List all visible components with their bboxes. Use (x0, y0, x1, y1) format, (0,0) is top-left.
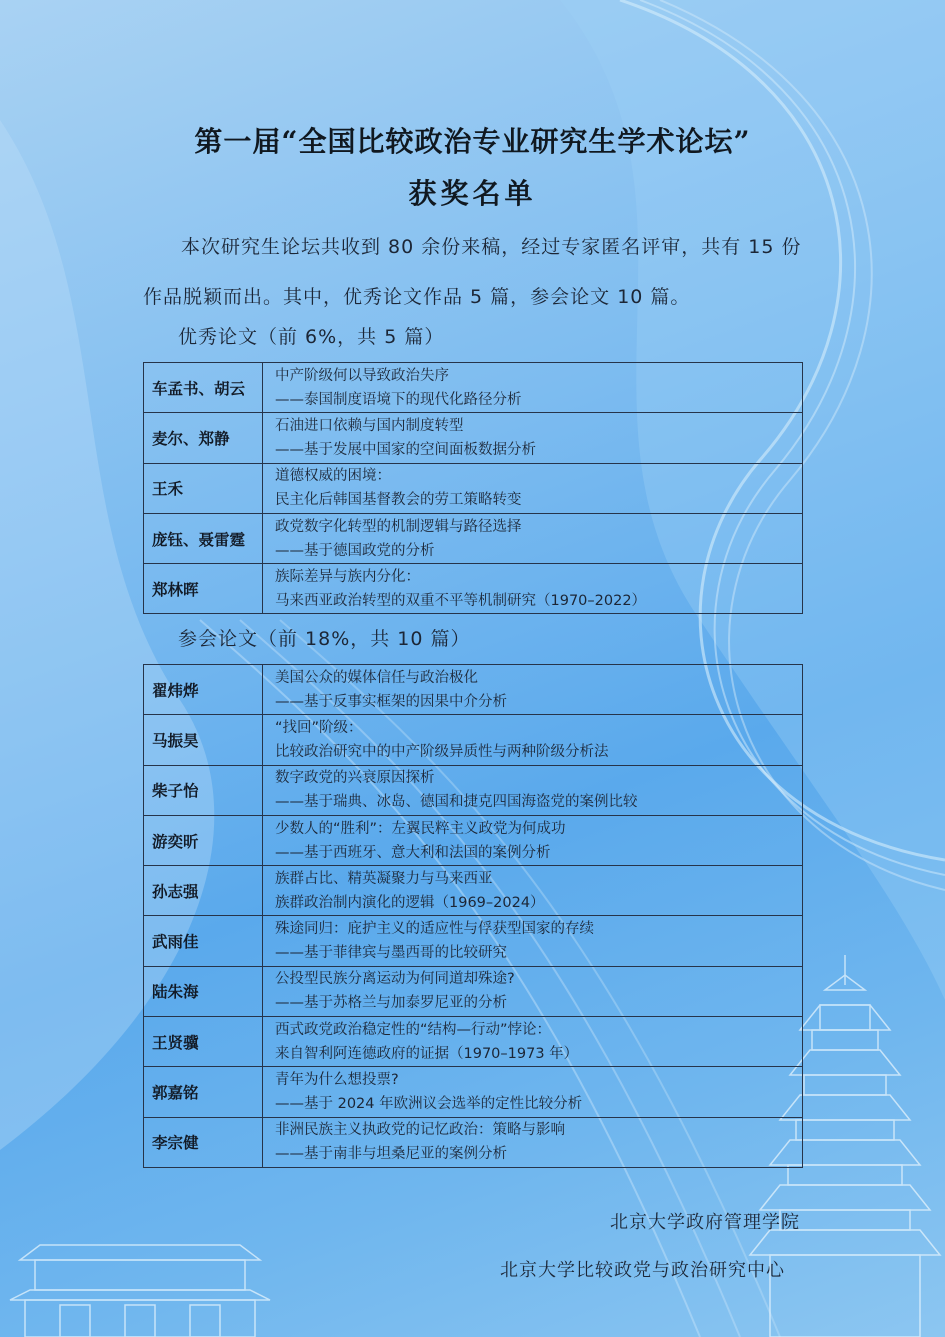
paper-title-line: 族群占比、精英凝聚力与马来西亚 (275, 870, 493, 887)
author-cell: 车孟书、胡云 (144, 363, 263, 413)
paper-title-cell (263, 866, 803, 916)
table-row (144, 916, 803, 966)
paper-subtitle-line: ——基于南非与坦桑尼亚的案例分析 (275, 1146, 507, 1163)
table-row (144, 1017, 803, 1067)
paper-subtitle-line: 马来西亚政治转型的双重不平等机制研究（1970–2022） (275, 592, 647, 609)
paper-title-cell (263, 916, 803, 966)
paper-subtitle-line: ——基于德国政党的分析 (275, 542, 435, 559)
paper-subtitle-line: ——基于西班牙、意大利和法国的案例分析 (275, 844, 551, 861)
paper-subtitle-line: ——基于菲律宾与墨西哥的比较研究 (275, 945, 507, 962)
table-row (144, 665, 803, 715)
page-title: 第一届“全国比较政治专业研究生学术论坛” (194, 125, 751, 158)
paper-title-cell (263, 966, 803, 1016)
paper-title-cell (263, 1117, 803, 1167)
paper-title-cell (263, 463, 803, 513)
intro-paragraph: 本次研究生论坛共收到 80 余份来稿，经过专家匿名评审，共有 15 份作品脱颖而出。其中，优秀论文作品 5 篇，参会论文 10 篇。 (143, 236, 802, 308)
paper-title-cell (263, 564, 803, 614)
paper-title-line: 非洲民族主义执政党的记忆政治：策略与影响 (275, 1122, 565, 1139)
paper-title-cell (263, 363, 803, 413)
paper-title-line: 少数人的“胜利”：左翼民粹主义政党为何成功 (275, 820, 566, 837)
paper-title-line: “找回”阶级： (275, 719, 363, 736)
paper-subtitle-line: ——基于 2024 年欧洲议会选举的定性比较分析 (275, 1096, 583, 1113)
author-cell: 王禾 (144, 463, 263, 513)
table-row (144, 715, 803, 765)
author-cell: 麦尔、郑静 (144, 413, 263, 463)
excellent-section-heading: 优秀论文（前 6%，共 5 篇） (178, 326, 445, 348)
paper-title-cell (263, 1067, 803, 1117)
paper-subtitle-line: 来自智利阿连德政府的证据（1970–1973 年） (275, 1045, 579, 1062)
excellent-papers-table (143, 362, 803, 614)
paper-title-line: 中产阶级何以导致政治失序 (275, 367, 449, 384)
table-row (144, 363, 803, 413)
participating-section-heading: 参会论文（前 18%，共 10 篇） (178, 628, 471, 650)
paper-subtitle-line: ——基于瑞典、冰岛、德国和捷克四国海盗党的案例比较 (275, 794, 638, 811)
paper-subtitle-line: 族群政治制内演化的逻辑（1969–2024） (275, 894, 545, 911)
organizer-center: 北京大学比较政党与政治研究中心 (500, 1260, 785, 1281)
paper-title-cell (263, 715, 803, 765)
paper-title-line: 青年为什么想投票? (275, 1072, 399, 1089)
organizer-school: 北京大学政府管理学院 (610, 1212, 800, 1233)
author-cell: 郭嘉铭 (144, 1067, 263, 1117)
paper-title-line: 族际差异与族内分化： (275, 568, 420, 585)
paper-subtitle-line: 民主化后韩国基督教会的劳工策略转变 (275, 492, 522, 509)
author-cell: 游奕昕 (144, 815, 263, 865)
table-row (144, 966, 803, 1016)
author-cell: 陆朱海 (144, 966, 263, 1016)
paper-title-line: 政党数字化转型的机制逻辑与路径选择 (275, 518, 522, 535)
author-cell: 马振昊 (144, 715, 263, 765)
author-cell: 孙志强 (144, 866, 263, 916)
page-subtitle: 获奖名单 (408, 177, 537, 210)
paper-title-cell (263, 413, 803, 463)
table-row (144, 513, 803, 563)
table-row (144, 866, 803, 916)
paper-subtitle-line: ——泰国制度语境下的现代化路径分析 (275, 391, 522, 408)
paper-title-line: 道德权威的困境： (275, 468, 391, 485)
author-cell: 郑林晖 (144, 564, 263, 614)
table-row (144, 1117, 803, 1167)
participating-papers-table (143, 664, 803, 1168)
author-cell: 武雨佳 (144, 916, 263, 966)
paper-title-cell (263, 815, 803, 865)
paper-subtitle-line: ——基于苏格兰与加泰罗尼亚的分析 (275, 995, 507, 1012)
paper-title-cell (263, 765, 803, 815)
author-cell: 李宗健 (144, 1117, 263, 1167)
paper-subtitle-line: ——基于发展中国家的空间面板数据分析 (275, 441, 536, 458)
author-cell: 翟炜烨 (144, 665, 263, 715)
table-row (144, 815, 803, 865)
author-cell: 王贤骥 (144, 1017, 263, 1067)
paper-subtitle-line: ——基于反事实框架的因果中介分析 (275, 693, 507, 710)
table-row (144, 765, 803, 815)
paper-title-line: 数字政党的兴衰原因探析 (275, 770, 435, 787)
table-row (144, 1067, 803, 1117)
paper-title-line: 公投型民族分离运动为何同道却殊途? (275, 971, 515, 988)
paper-title-cell (263, 665, 803, 715)
paper-title-cell (263, 1017, 803, 1067)
table-row (144, 413, 803, 463)
paper-title-line: 西式政党政治稳定性的“结构—行动”悖论： (275, 1021, 552, 1038)
author-cell: 庞钰、聂雷霆 (144, 513, 263, 563)
table-row (144, 463, 803, 513)
author-cell: 柴子怡 (144, 765, 263, 815)
paper-title-line: 石油进口依赖与国内制度转型 (275, 417, 464, 434)
paper-subtitle-line: 比较政治研究中的中产阶级异质性与两种阶级分析法 (275, 743, 609, 760)
table-row (144, 564, 803, 614)
paper-title-line: 殊途同归：庇护主义的适应性与俘获型国家的存续 (275, 921, 594, 938)
paper-title-line: 美国公众的媒体信任与政治极化 (275, 669, 478, 686)
paper-title-cell (263, 513, 803, 563)
